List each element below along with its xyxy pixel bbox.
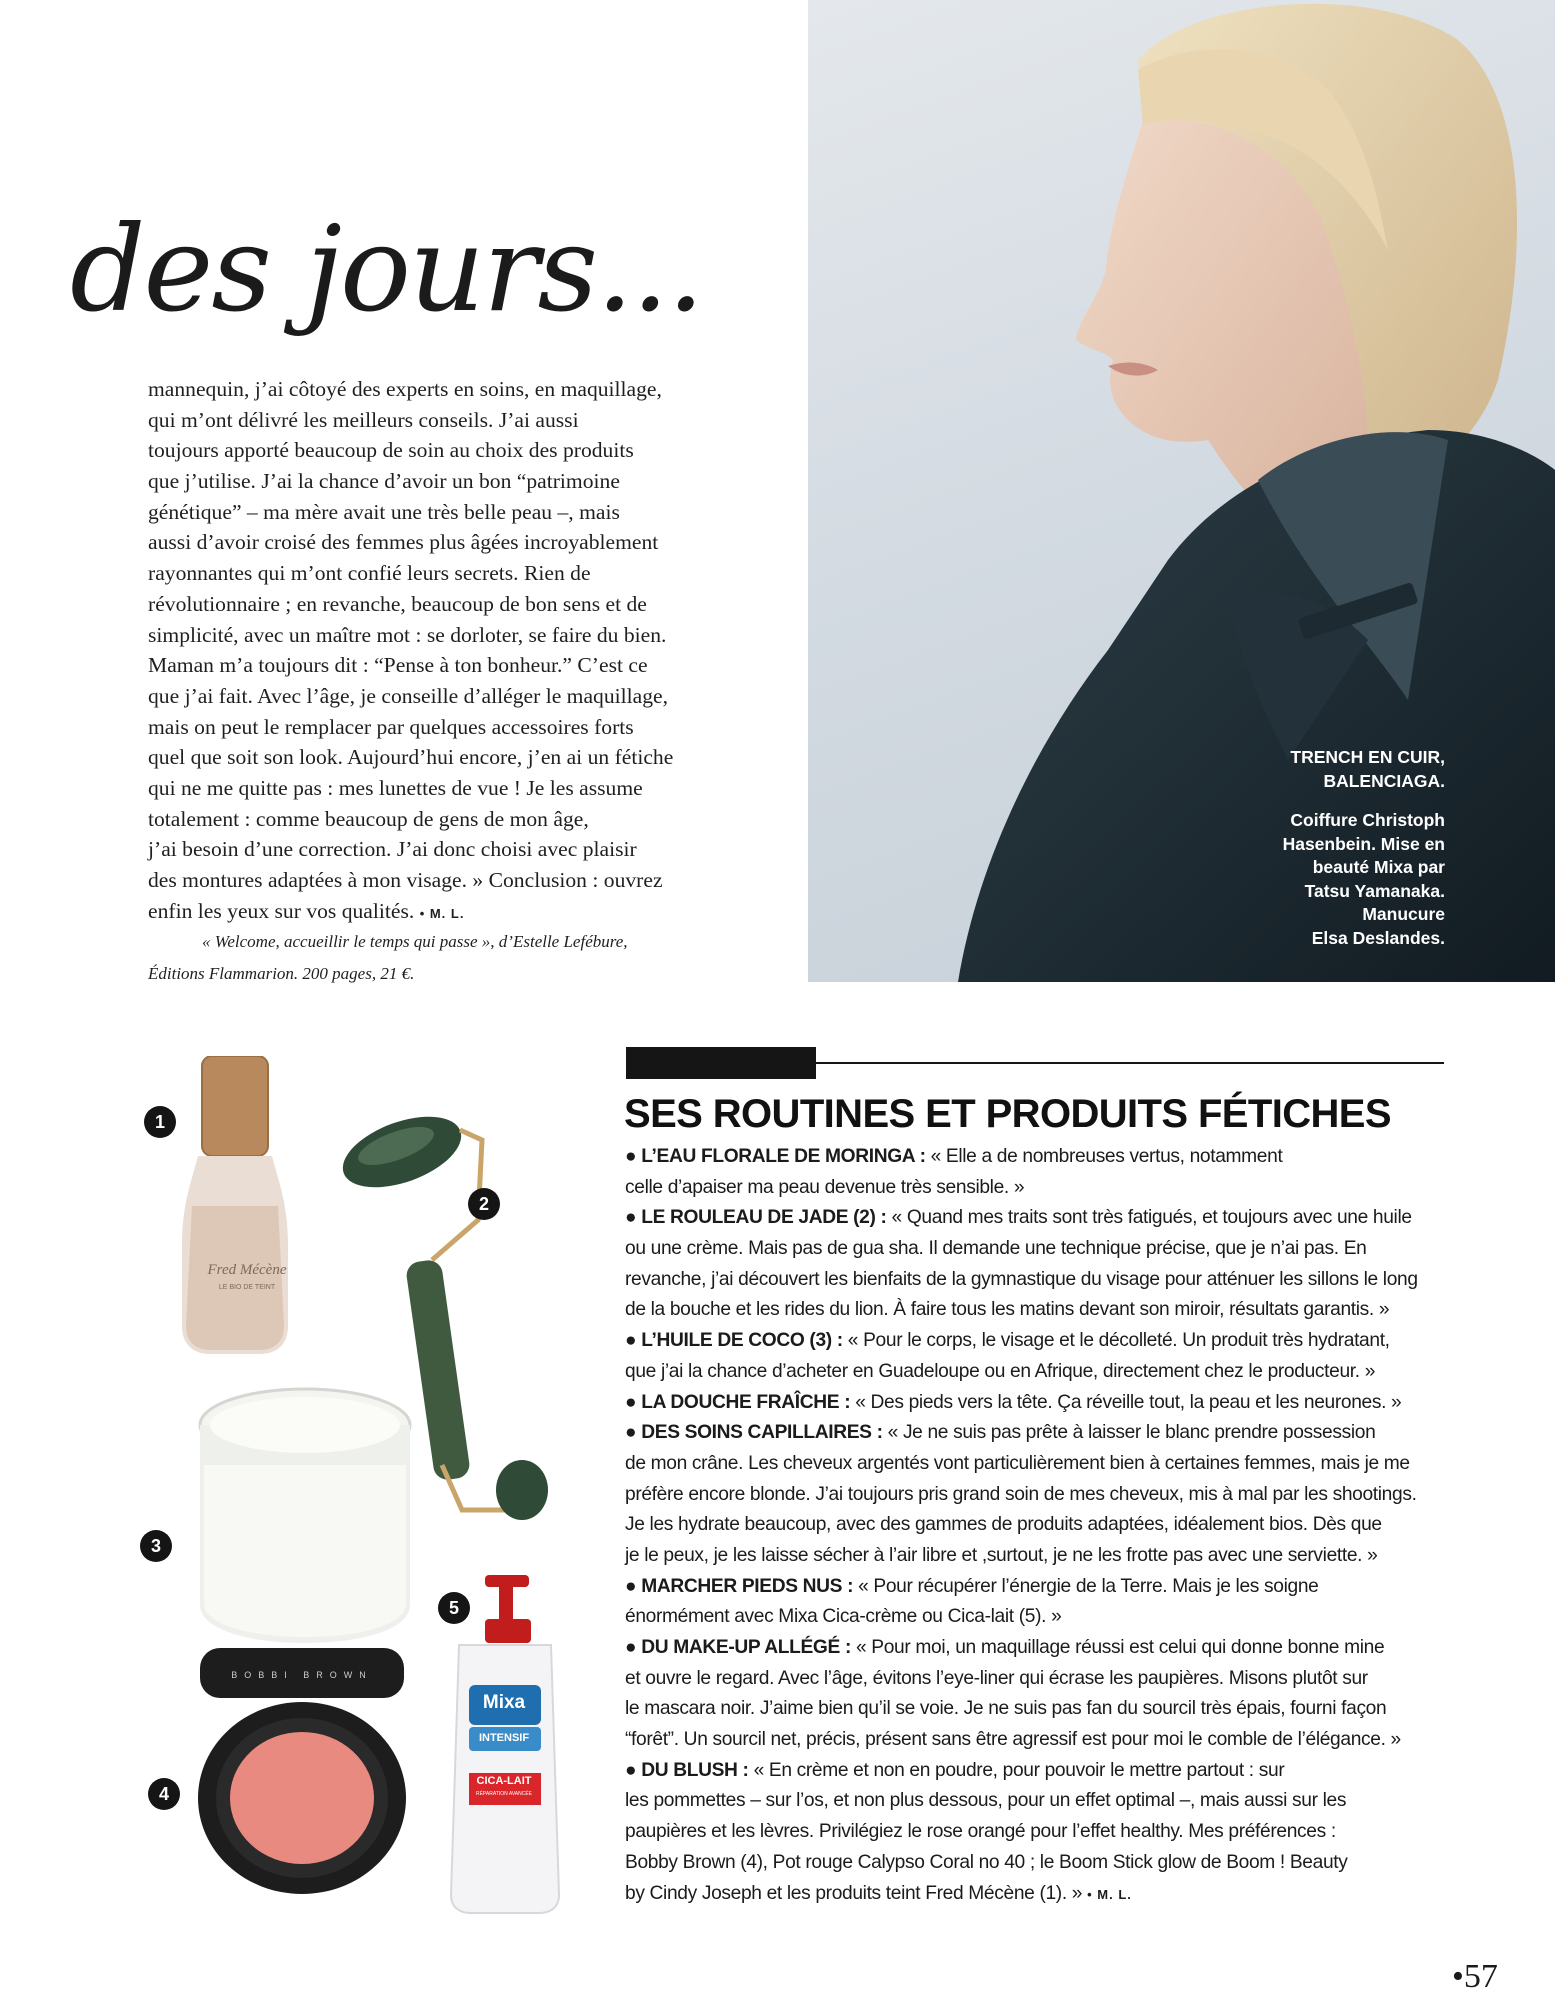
routine-item-moringa: ● L’EAU FLORALE DE MORINGA : « Elle a de nombreuses vertus, notamment <box>625 1146 1283 1167</box>
routine-text: « Des pieds vers la tête. Ça réveille tout, la peau et les neurones. » <box>850 1391 1402 1413</box>
body-last-text: enfin les yeux sur vos qualités. <box>148 898 415 923</box>
section-title: SES ROUTINES ET PRODUITS FÉTICHES <box>624 1092 1391 1136</box>
routine-heading: L’HUILE DE COCO (3) : <box>641 1330 843 1352</box>
caption-line: Tatsu Yamanaka. <box>1304 880 1445 901</box>
routine-text-line: paupières et les lèvres. Privilégiez le rose orangé pour l’effet healthy. Mes préférences : <box>625 1821 1336 1843</box>
routine-heading: L’EAU FLORALE DE MORINGA : <box>641 1146 926 1167</box>
routines-list <box>625 1142 1455 1909</box>
compact-brand-label: BOBBI BROWN <box>231 1670 373 1680</box>
body-line: génétique” – ma mère avait une très belle peau –, mais <box>148 499 620 524</box>
foundation-bottle-image <box>180 1056 290 1356</box>
product-number-badge: 4 <box>148 1778 180 1810</box>
routine-text-line: Je les hydrate beaucoup, avec des gammes de produits adaptées, idéalement bios. Dès que <box>625 1514 1382 1536</box>
mixa-product-label: CICA-LAIT <box>476 1775 532 1787</box>
coconut-oil-jar-image <box>190 1385 420 1645</box>
product-images <box>120 1040 600 1920</box>
routine-text-line: le mascara noir. J’aime bien qu’il se voie. Je ne suis pas fan du sourcil très épais, fourni façon <box>625 1698 1387 1720</box>
page-number: •57 <box>1452 1958 1498 1995</box>
caption-line: Coiffure Christoph <box>1290 810 1445 830</box>
routine-text-line: énormément avec Mixa Cica-crème ou Cica-lait (5). » <box>625 1606 1062 1628</box>
caption-title-brand: BALENCIAGA. <box>1323 770 1445 791</box>
body-line: totalement : comme beaucoup de gens de mon âge, <box>148 806 589 831</box>
routine-text-line: de la bouche et les rides du lion. À faire tous les matins devant son miroir, résultats garantis. » <box>625 1299 1390 1321</box>
routine-item-light-makeup: ● DU MAKE-UP ALLÉGÉ : « Pour moi, un maquillage réussi est celui qui donne bonne mine <box>625 1637 1385 1658</box>
routine-text-line: ou une crème. Mais pas de gua sha. Il demande une technique précise, que je n’ai pas. En <box>625 1238 1367 1260</box>
mixa-line-label: INTENSIF <box>478 1732 530 1744</box>
mixa-sub-label: RÉPARATION AVANCÉE <box>475 1791 533 1797</box>
book-credit-publisher: Éditions Flammarion. 200 pages, 21 €. <box>148 964 415 984</box>
body-line: toujours apporté beaucoup de soin au choix des produits <box>148 438 634 463</box>
routine-text-line: Bobby Brown (4), Pot rouge Calypso Coral no 40 ; le Boom Stick glow de Boom ! Beauty <box>625 1851 1348 1873</box>
section-rule-bar <box>626 1047 816 1079</box>
caption-title: TRENCH EN CUIR, <box>1290 747 1445 767</box>
product-number-badge: 5 <box>438 1592 470 1624</box>
body-line: des montures adaptées à mon visage. » Conclusion : ouvrez <box>148 868 663 892</box>
body-line-last <box>148 896 738 927</box>
routine-text: « Je ne suis pas prête à laisser le blanc prendre possession <box>882 1422 1376 1444</box>
routine-text-line: que j’ai la chance d’acheter en Guadeloupe ou en Afrique, directement chez le producteur. » <box>625 1360 1376 1382</box>
routine-text-line: “forêt”. Un sourcil net, précis, présent sans être agressif est pour moi le comble de l’élégance. » <box>625 1729 1401 1751</box>
mixa-brand-label: Mixa <box>482 1692 526 1713</box>
routine-heading: DU BLUSH : <box>641 1759 749 1781</box>
routine-text: « Pour le corps, le visage et le décolleté. Un produit très hydratant, <box>842 1330 1390 1352</box>
foundation-brand-label: Fred Mécène <box>207 1262 287 1278</box>
routine-heading: MARCHER PIEDS NUS : <box>641 1575 854 1597</box>
routine-item-jade-roller: ● LE ROULEAU DE JADE (2) : « Quand mes traits sont très fatigués, et toujours avec une huile <box>625 1207 1412 1229</box>
routine-text-line: celle d’apaiser ma peau devenue très sensible. » <box>625 1176 1025 1198</box>
product-number-badge: 1 <box>144 1106 176 1138</box>
portrait-photo <box>808 0 1555 982</box>
foundation-sub-label: LE BIO DE TEINT <box>218 1284 276 1291</box>
section-signature: • M. L. <box>1087 1886 1132 1902</box>
body-line: que j’utilise. J’ai la chance d’avoir un bon “patrimoine <box>148 469 620 494</box>
routine-text-line-last <box>625 1879 1455 1910</box>
caption-line: Elsa Deslandes. <box>1311 927 1445 948</box>
mixa-lotion-bottle-image <box>445 1575 565 1915</box>
routine-text-line: de mon crâne. Les cheveux argentés vont particulièrement bien à certaines femmes, mais je me <box>625 1452 1410 1474</box>
body-line: mannequin, j’ai côtoyé des experts en soins, en maquillage, <box>148 377 662 401</box>
body-line: révolutionnaire ; en revanche, beaucoup de bon sens et de <box>148 591 647 616</box>
section-rule-line <box>816 1062 1444 1064</box>
routine-text-line: revanche, j’ai découvert les bienfaits de la gymnastique du visage pour atténuer les sillons le long <box>625 1268 1418 1290</box>
routine-item-cold-shower: ● LA DOUCHE FRAÎCHE : « Des pieds vers la tête. Ça réveille tout, la peau et les neurones. » <box>625 1391 1402 1413</box>
body-line: que j’ai fait. Avec l’âge, je conseille d’alléger le maquillage, <box>148 683 669 708</box>
product-number-badge: 2 <box>468 1188 500 1220</box>
routine-item-coconut-oil: ● L’HUILE DE COCO (3) : « Pour le corps, le visage et le décolleté. Un produit très hydratant, <box>625 1330 1390 1352</box>
routine-text: « Pour récupérer l’énergie de la Terre. Mais je les soigne <box>853 1575 1319 1597</box>
body-line: qui m’ont délivré les meilleurs conseils. J’ai aussi <box>148 407 579 432</box>
headline: des jours... <box>70 200 703 338</box>
product-number-badge: 3 <box>140 1530 172 1562</box>
body-line: quel que soit son look. Aujourd’hui encore, j’en ai un fétiche <box>148 745 674 770</box>
author-signature: • M. L. <box>419 905 465 921</box>
routine-heading: DES SOINS CAPILLAIRES : <box>641 1422 883 1444</box>
routine-text: « En crème et non en poudre, pour pouvoir le mettre partout : sur <box>748 1759 1285 1781</box>
routine-heading: LA DOUCHE FRAÎCHE : <box>641 1391 851 1413</box>
body-line: rayonnantes qui m’ont confié leurs secrets. Rien de <box>148 561 591 586</box>
body-line: mais on peut le remplacer par quelques accessoires forts <box>148 714 634 739</box>
article-body <box>148 374 738 990</box>
routine-heading: LE ROULEAU DE JADE (2) : <box>641 1207 887 1229</box>
routine-item-barefoot: ● MARCHER PIEDS NUS : « Pour récupérer l’énergie de la Terre. Mais je les soigne <box>625 1575 1319 1597</box>
routine-item-hair-care: ● DES SOINS CAPILLAIRES : « Je ne suis pas prête à laisser le blanc prendre possession <box>625 1422 1376 1444</box>
caption-line: Manucure <box>1362 904 1445 924</box>
photo-caption <box>1283 746 1445 950</box>
routine-heading: DU MAKE-UP ALLÉGÉ : <box>641 1637 851 1658</box>
routine-text: « Elle a de nombreuses vertus, notamment <box>925 1146 1283 1167</box>
body-line: j’ai besoin d’une correction. J’ai donc choisi avec plaisir <box>148 837 637 862</box>
caption-line: Hasenbein. Mise en <box>1282 833 1445 854</box>
caption-line: beauté Mixa par <box>1312 857 1445 877</box>
caption-credits <box>1283 809 1445 950</box>
body-line: simplicité, avec un maître mot : se dorloter, se faire du bien. <box>148 622 667 647</box>
routine-text-line: je le peux, je les laisse sécher à l’air libre et ,surtout, je ne les frotte pas avec une serviette. » <box>625 1544 1378 1566</box>
body-line: Maman m’a toujours dit : “Pense à ton bonheur.” C’est ce <box>148 653 648 678</box>
blush-compact-image <box>192 1648 412 1898</box>
body-line: aussi d’avoir croisé des femmes plus âgées incroyablement <box>148 530 659 555</box>
routine-item-blush: ● DU BLUSH : « En crème et non en poudre, pour pouvoir le mettre partout : sur <box>625 1759 1285 1781</box>
routine-text: « Quand mes traits sont très fatigués, et toujours avec une huile <box>886 1207 1412 1229</box>
routine-text: « Pour moi, un maquillage réussi est celui qui donne bonne mine <box>850 1637 1385 1658</box>
body-line: qui ne me quitte pas : mes lunettes de vue ! Je les assume <box>148 775 643 800</box>
routine-text-line: les pommettes – sur l’os, et non plus dessous, pour un effet optimal –, mais aussi sur les <box>625 1790 1347 1812</box>
book-credit: « Welcome, accueillir le temps qui passe », d’Estelle Lefébure, <box>202 932 628 952</box>
routine-text-line: préfère encore blonde. J’ai toujours pris grand soin de mes cheveux, mis à mal par les shootings. <box>625 1483 1417 1505</box>
routine-text-line: et ouvre le regard. Avec l’âge, évitons l’eye-liner qui écrase les paupières. Misons plutôt sur <box>625 1667 1368 1689</box>
routine-text: by Cindy Joseph et les produits teint Fred Mécène (1). » <box>625 1882 1083 1904</box>
